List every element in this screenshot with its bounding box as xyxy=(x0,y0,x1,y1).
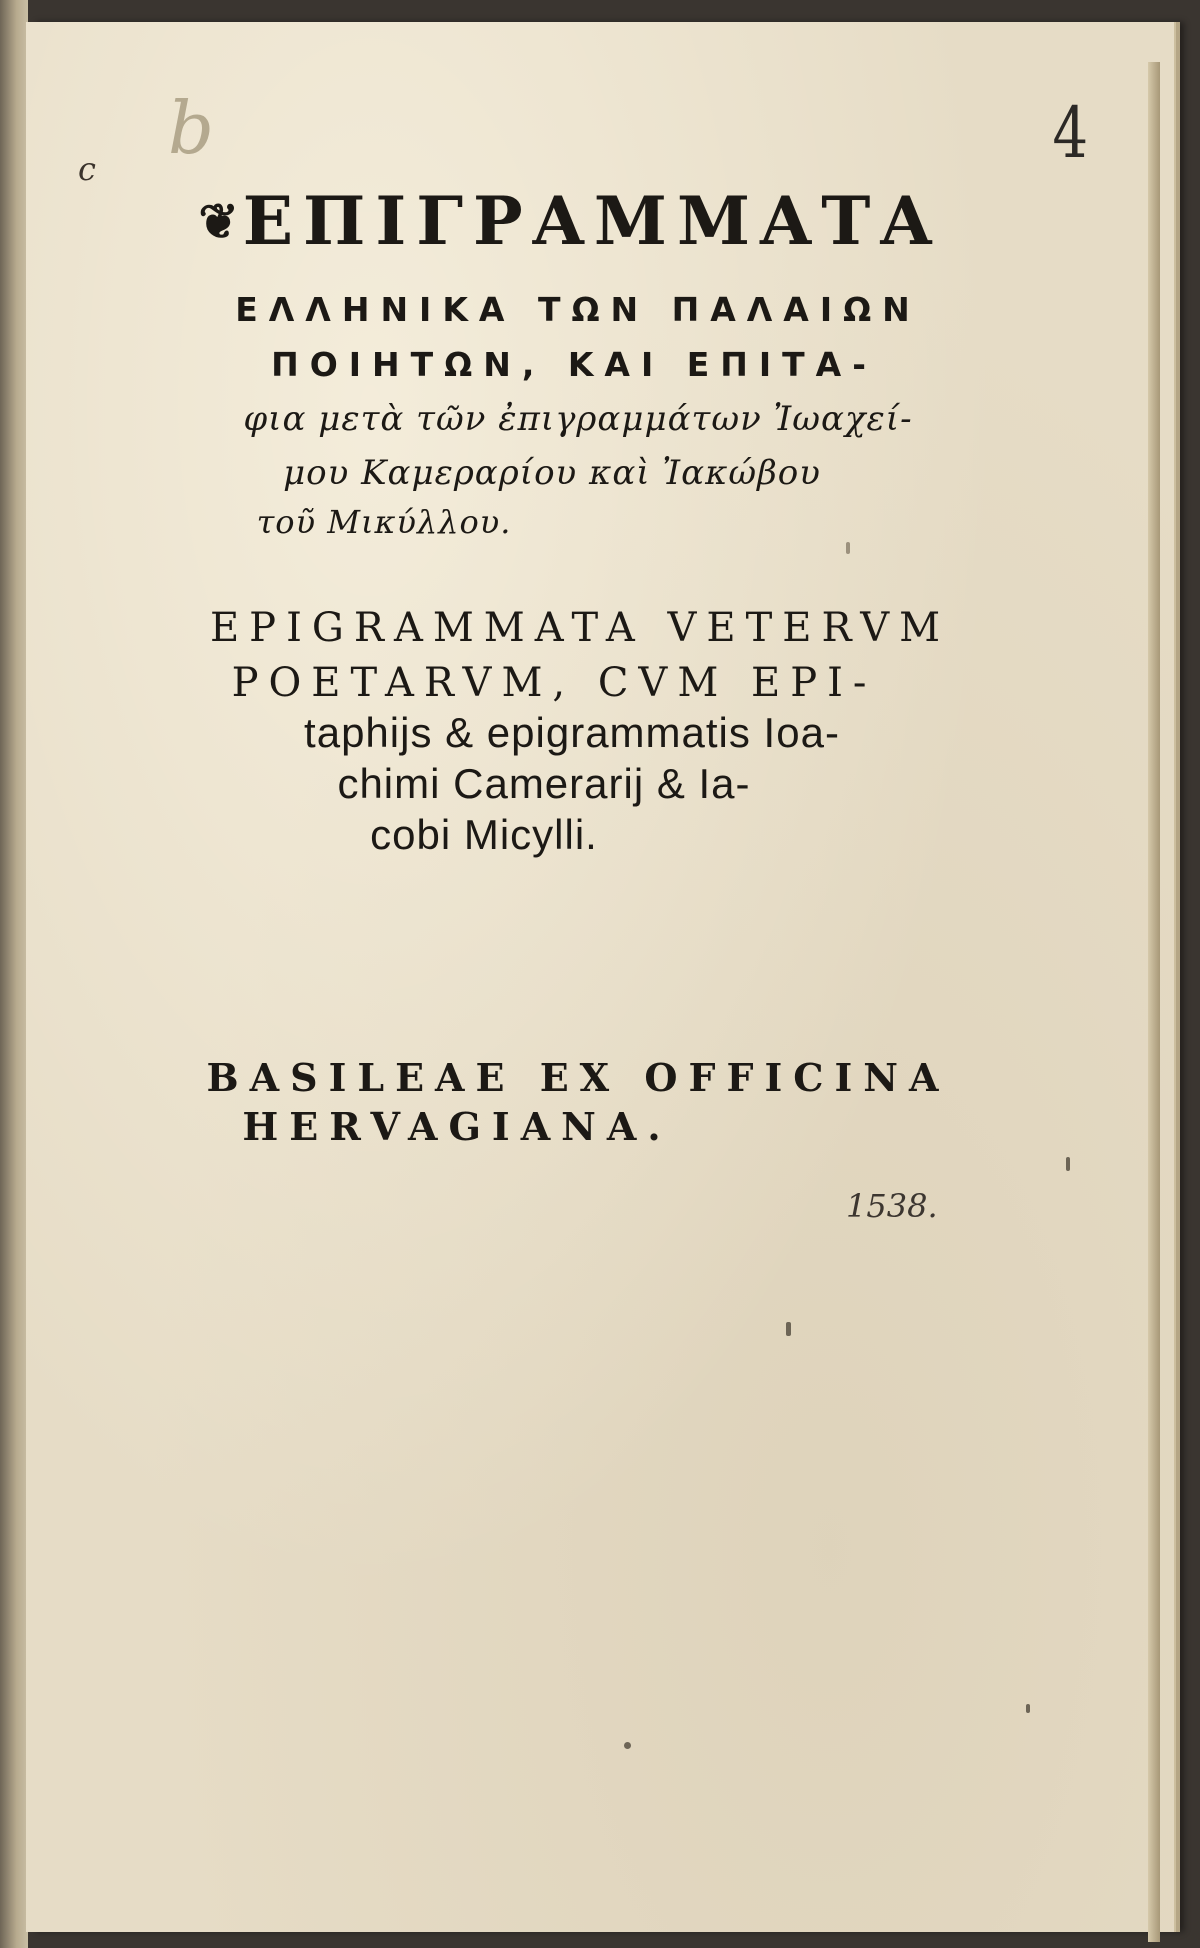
handwritten-year: 1538. xyxy=(846,1187,938,1225)
folio-number: 4 xyxy=(1052,92,1089,174)
latin-title-line-2: POETARVM, CVM EPI- xyxy=(231,660,877,706)
greek-title-word: ΕΠΙΓΡΑΜΜΑΤΑ xyxy=(242,182,942,260)
greek-title-line-4: μου Καμεραρίου καὶ Ἰακώβου xyxy=(283,453,821,493)
imprint-line-2: HERVAGIANA. xyxy=(242,1104,672,1149)
fleuron-ornament-icon: ❦ xyxy=(198,194,239,250)
greek-title-line-3: φια μετὰ τῶν ἐπιγραμμάτων Ἰωαχεί- xyxy=(243,399,913,439)
ink-speck xyxy=(786,1322,791,1336)
shelfmark-faded: b xyxy=(168,86,215,170)
shelfmark-mark: c xyxy=(78,150,96,188)
imprint-line-1: BASILEAE EX OFFICINA xyxy=(206,1055,950,1100)
greek-main-title xyxy=(0,182,1144,260)
latin-title-line-4: chimi Camerarij & Ia- xyxy=(337,760,751,807)
latin-title-line-1: EPIGRAMMATA VETERVM xyxy=(209,605,951,651)
greek-title-line-5: τοῦ Μικύλλου. xyxy=(256,503,512,541)
fore-edge xyxy=(1148,62,1160,1942)
ink-speck xyxy=(846,542,850,554)
ink-speck xyxy=(1066,1157,1070,1171)
greek-title-line-2: ΠΟΙΗΤΩΝ, ΚΑΙ ΕΠΙΤΑ- xyxy=(271,345,877,384)
greek-title-line-1: ΕΛΛΗΝΙΚΑ ΤΩΝ ΠΑΛΑΙΩΝ xyxy=(235,290,921,329)
latin-title-line-5: cobi Micylli. xyxy=(370,811,598,858)
title-page xyxy=(26,22,1174,1932)
ink-speck xyxy=(624,1742,631,1749)
ink-speck xyxy=(1026,1704,1030,1713)
latin-title-line-3: taphijs & epigrammatis Ioa- xyxy=(304,709,840,756)
